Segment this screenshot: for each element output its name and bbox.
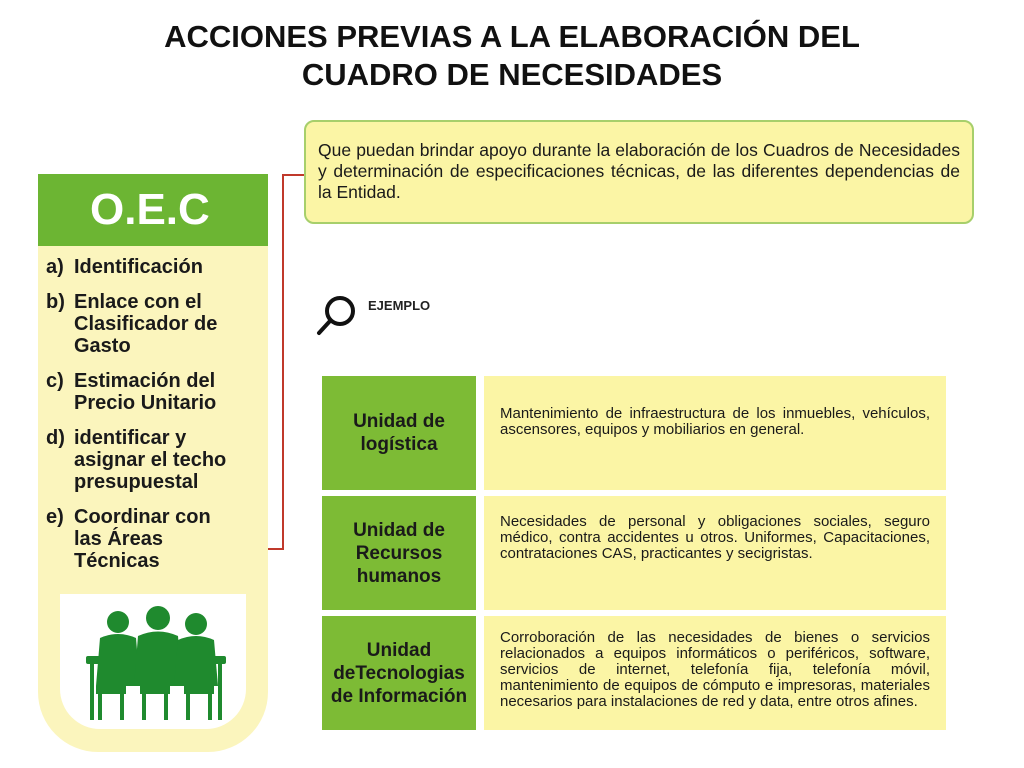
unit-description [484,496,946,610]
oec-item-text: Identificación [74,256,203,278]
meeting-figure [60,594,246,729]
example-label: EJEMPLO [368,298,431,313]
unit-name: Unidad deTecnologias de Información [322,616,476,730]
oec-item-letter: d) [46,427,65,449]
unit-name: Unidad de logística [322,376,476,490]
connector-top [282,174,306,176]
connector-vertical [282,174,284,549]
oec-heading: O.E.C [38,174,268,246]
title-line-1: ACCIONES PREVIAS A LA ELABORACIÓN DEL [164,19,860,54]
unit-description-text: Corroboración de las necesidades de bienes o servicios relacionados a equipos informáticos o periféricos, software, servicios de internet, telefonía fija, telefonía móvil, mantenimiento de equipos de cómputo e impresoras, materiales necesarios para instalaciones de red y data, entre otros afines. [500,629,930,710]
page-title [0,18,1024,94]
oec-list [38,246,268,572]
oec-item-d [46,427,268,493]
callout-text: Que puedan brindar apoyo durante la elaboración de los Cuadros de Necesidades y determinación de especificaciones técnicas, de las diferentes dependencias de la Entidad. [318,140,960,202]
oec-item-text: Enlace con el Clasificador de Gasto [74,291,218,357]
oec-item-a [46,256,268,278]
unit-description [484,616,946,730]
oec-item-c [46,370,268,414]
oec-item-letter: e) [46,506,64,528]
magnifier-icon [316,294,360,338]
oec-item-letter: c) [46,370,64,392]
oec-item-text: identificar y asignar el techo presupuestal [74,427,227,493]
unit-description [484,376,946,490]
title-line-2: CUADRO DE NECESIDADES [301,57,723,92]
unit-description-text: Necesidades de personal y obligaciones sociales, seguro médico, contra accidentes u otros. Uniformes, Capacitaciones, contrataciones CAS, practicantes y secigristas. [500,513,930,562]
oec-item-b [46,291,268,357]
oec-item-letter: b) [46,291,65,313]
oec-item-text: Coordinar con las Áreas Técnicas [74,506,211,572]
unit-row-ti [322,616,946,730]
oec-item-letter: a) [46,256,64,278]
unit-row-logistica [322,376,946,490]
meeting-people-icon [60,594,246,729]
oec-item-text: Estimación del Precio Unitario [74,370,217,414]
unit-row-rrhh [322,496,946,610]
oec-panel [38,174,268,752]
oec-item-e [46,506,268,572]
unit-description-text: Mantenimiento de infraestructura de los inmuebles, vehículos, ascensores, equipos y mobiliarios en general. [500,405,930,438]
support-callout [304,120,974,224]
unit-name: Unidad de Recursos humanos [322,496,476,610]
